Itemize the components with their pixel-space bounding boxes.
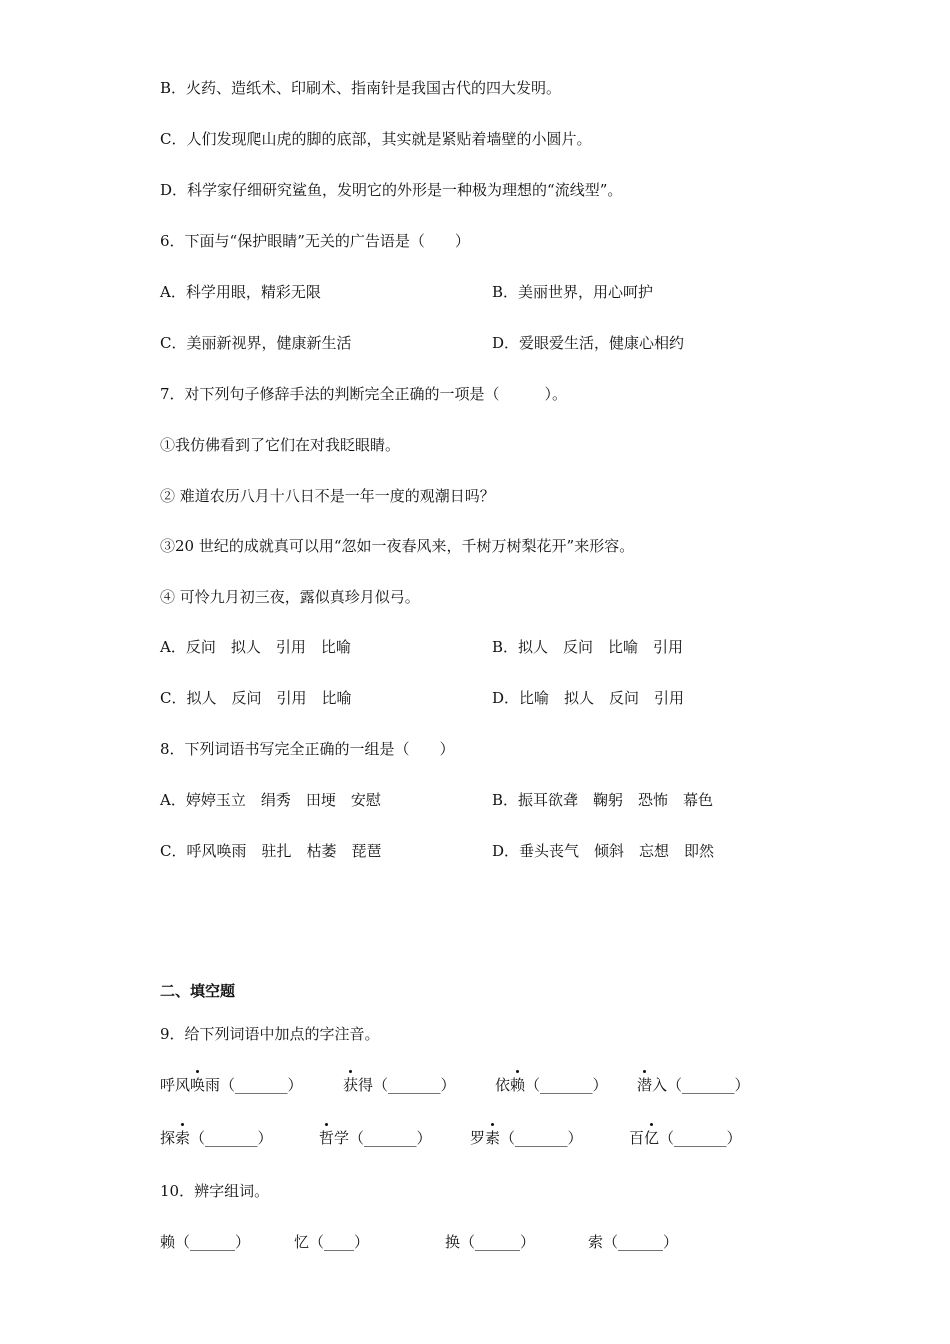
answer-blank[interactable]: （_______） (349, 1129, 432, 1147)
q9-row1 (160, 1075, 800, 1095)
answer-blank[interactable]: （_______） (220, 1076, 303, 1094)
q6-option-a: A．科学用眼，精彩无限 (160, 283, 321, 301)
q9-word-2: 获得（_______） (343, 1076, 456, 1094)
q10-item-2[interactable]: 忆（____） (294, 1233, 370, 1251)
q5-option-b: B．火药、造纸术、印刷术、指南针是我国古代的四大发明。 (160, 79, 562, 97)
q7-sentence-3: ③20 世纪的成就真可以用“忽如一夜春风来，千树万树梨花开”来形容。 (160, 537, 635, 555)
q7-options-row2 (160, 688, 780, 708)
q7-option-b: B．拟人 反问 比喻 引用 (492, 638, 684, 656)
q7-stem: 7．对下列句子修辞手法的判断完全正确的一项是（ ）。 (160, 385, 568, 403)
q9-word-7: 罗素（_______） (470, 1129, 583, 1147)
q9-word-6: 哲学（_______） (319, 1129, 432, 1147)
q8-option-d: D．垂头丧气 倾斜 忘想 即然 (492, 842, 715, 860)
q6-options-row1 (160, 282, 780, 302)
q10-stem: 10．辨字组词。 (160, 1182, 270, 1200)
q7-sentence-2: ② 难道农历八月十八日不是一年一度的观潮日吗？ (160, 487, 495, 505)
q7-sentence-1: ①我仿佛看到了它们在对我眨眼睛。 (160, 436, 401, 454)
q8-option-b: B．振耳欲聋 鞠躬 恐怖 幕色 (492, 791, 714, 809)
q7-option-d: D．比喻 拟人 反问 引用 (492, 689, 685, 707)
q10-row (160, 1232, 760, 1252)
q9-word-5: 探索（_______） (160, 1129, 273, 1147)
q6-stem: 6．下面与“保护眼睛”无关的广告语是（ ） (160, 232, 470, 250)
q8-option-c: C．呼风唤雨 驻扎 枯萎 琵琶 (160, 842, 382, 860)
q9-word-1: 呼风唤雨（_______） (160, 1076, 303, 1094)
q9-word-4: 潜入（_______） (637, 1076, 750, 1094)
q9-row2 (160, 1128, 800, 1148)
q10-item-3[interactable]: 换（______） (445, 1233, 536, 1251)
q8-option-a: A．婷婷玉立 绢秀 田埂 安慰 (160, 791, 381, 809)
q6-option-d: D．爱眼爱生活，健康心相约 (492, 334, 685, 352)
q9-word-3: 依赖（_______） (495, 1076, 608, 1094)
q8-options-row2 (160, 841, 780, 861)
q7-option-c: C．拟人 反问 引用 比喻 (160, 689, 352, 707)
q9-word-8: 百亿（_______） (629, 1129, 742, 1147)
q8-stem: 8．下列词语书写完全正确的一组是（ ） (160, 740, 455, 758)
q5-option-d: D．科学家仔细研究鲨鱼，发明它的外形是一种极为理想的“流线型”。 (160, 181, 623, 199)
q10-item-1[interactable]: 赖（______） (160, 1233, 251, 1251)
q7-options-row1 (160, 637, 780, 657)
q8-options-row1 (160, 790, 780, 810)
q6-option-b: B．美丽世界，用心呵护 (492, 283, 654, 301)
answer-blank[interactable]: （_______） (525, 1076, 608, 1094)
q10-item-4[interactable]: 索（______） (588, 1233, 679, 1251)
q6-options-row2 (160, 333, 780, 353)
q7-option-a: A．反问 拟人 引用 比喻 (160, 638, 351, 656)
q5-option-c: C．人们发现爬山虎的脚的底部，其实就是紧贴着墙壁的小圆片。 (160, 130, 592, 148)
q9-stem: 9．给下列词语中加点的字注音。 (160, 1025, 380, 1043)
section-2-title: 二、填空题 (160, 982, 236, 1000)
answer-blank[interactable]: （_______） (373, 1076, 456, 1094)
answer-blank[interactable]: （_______） (659, 1129, 742, 1147)
q7-sentence-4: ④ 可怜九月初三夜，露似真珍月似弓。 (160, 588, 420, 606)
answer-blank[interactable]: （_______） (190, 1129, 273, 1147)
answer-blank[interactable]: （_______） (667, 1076, 750, 1094)
q6-option-c: C．美丽新视界，健康新生活 (160, 334, 352, 352)
answer-blank[interactable]: （_______） (500, 1129, 583, 1147)
